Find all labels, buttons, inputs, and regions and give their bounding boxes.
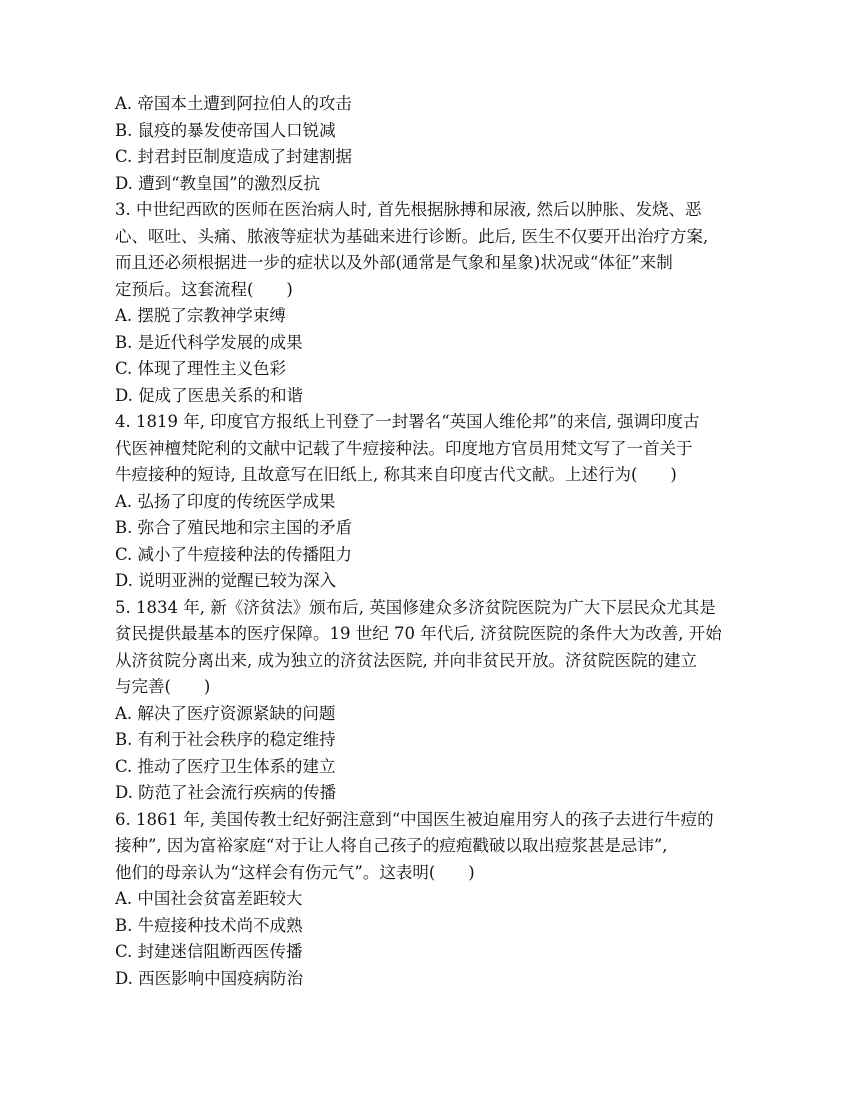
- question-4: [115, 409, 755, 595]
- question-5: [115, 595, 755, 807]
- q4-stem-line: 4. 1819 年, 印度官方报纸上刊登了一封署名“英国人维伦邦”的来信, 强调印度古: [115, 412, 700, 431]
- q4-option-d: D. 说明亚洲的觉醒已较为深入: [115, 571, 337, 590]
- q5-stem-line: 从济贫院分离出来, 成为独立的济贫法医院, 并向非贫民开放。济贫院医院的建立: [115, 650, 697, 670]
- q5-option-a: A. 解决了医疗资源紧缺的问题: [115, 703, 336, 723]
- q5-option-b: B. 有利于社会秩序的稳定维持: [115, 730, 336, 749]
- q4-option-b: B. 弥合了殖民地和宗主国的矛盾: [115, 518, 353, 537]
- q3-option-a: A. 摆脱了宗教神学束缚: [115, 306, 286, 325]
- q6-stem-line: 他们的母亲认为“这样会有伤元气”。这表明( ): [115, 862, 475, 882]
- q2-option-a: A. 帝国本土遭到阿拉伯人的攻击: [115, 94, 352, 113]
- q4-option-a: A. 弘扬了印度的传统医学成果: [115, 491, 336, 511]
- q6-option-d: D. 西医影响中国疫病防治: [115, 968, 304, 988]
- q3-stem-line: 定预后。这套流程( ): [115, 279, 293, 299]
- question-2-options: [115, 91, 755, 197]
- q5-stem-line: 与完善( ): [115, 677, 211, 696]
- q3-stem-line: 心、呕吐、头痛、脓液等症状为基础来进行诊断。此后, 医生不仅要开出治疗方案,: [115, 226, 709, 246]
- q2-option-c: C. 封君封臣制度造成了封建割据: [115, 147, 353, 166]
- q6-option-a: A. 中国社会贫富差距较大: [115, 889, 303, 908]
- q4-stem-line: 代医神檀梵陀利的文献中记载了牛痘接种法。印度地方官员用梵文写了一首关于: [115, 438, 693, 458]
- question-3: [115, 197, 755, 409]
- question-6: [115, 807, 755, 993]
- q3-option-c: C. 体现了理性主义色彩: [115, 359, 287, 378]
- q2-option-b: B. 鼠疫的暴发使帝国人口锐减: [115, 120, 336, 140]
- q3-stem-line: 而且还必须根据进一步的症状以及外部(通常是气象和星象)状况或“体征”来制: [115, 253, 673, 272]
- q4-option-c: C. 减小了牛痘接种法的传播阻力: [115, 544, 353, 564]
- q3-stem-line: 3. 中世纪西欧的医师在医治病人时, 首先根据脉搏和尿液, 然后以肿胀、发烧、恶: [115, 200, 702, 219]
- question-3-stem: [115, 197, 755, 303]
- question-6-stem: [115, 807, 755, 887]
- q5-option-d: D. 防范了社会流行疾病的传播: [115, 783, 337, 802]
- q5-stem-line: 贫民提供最基本的医疗保障。19 世纪 70 年代后, 济贫院医院的条件大为改善, 开始: [115, 624, 722, 643]
- q4-stem-line: 牛痘接种的短诗, 且故意写在旧纸上, 称其来自印度古代文献。上述行为( ): [115, 465, 677, 484]
- question-4-stem: [115, 409, 755, 489]
- q6-option-c: C. 封建迷信阻断西医传播: [115, 942, 303, 961]
- q2-option-d: D. 遭到“教皇国”的激烈反抗: [115, 173, 321, 193]
- q3-option-d: D. 促成了医患关系的和谐: [115, 385, 304, 405]
- q5-stem-line: 5. 1834 年, 新《济贫法》颁布后, 英国修建众多济贫院医院为广大下层民众尤其是: [115, 597, 716, 617]
- q3-option-b: B. 是近代科学发展的成果: [115, 332, 303, 352]
- q6-stem-line: 接种”, 因为富裕家庭“对于让人将自己孩子的痘疱戳破以取出痘浆甚是忌讳”,: [115, 836, 668, 855]
- q5-option-c: C. 推动了医疗卫生体系的建立: [115, 756, 336, 776]
- question-5-stem: [115, 595, 755, 701]
- q6-option-b: B. 牛痘接种技术尚不成熟: [115, 915, 303, 935]
- q6-stem-line: 6. 1861 年, 美国传教士纪好弼注意到“中国医生被迫雇用穷人的孩子去进行牛痘的: [115, 809, 714, 829]
- exam-page: [115, 91, 755, 992]
